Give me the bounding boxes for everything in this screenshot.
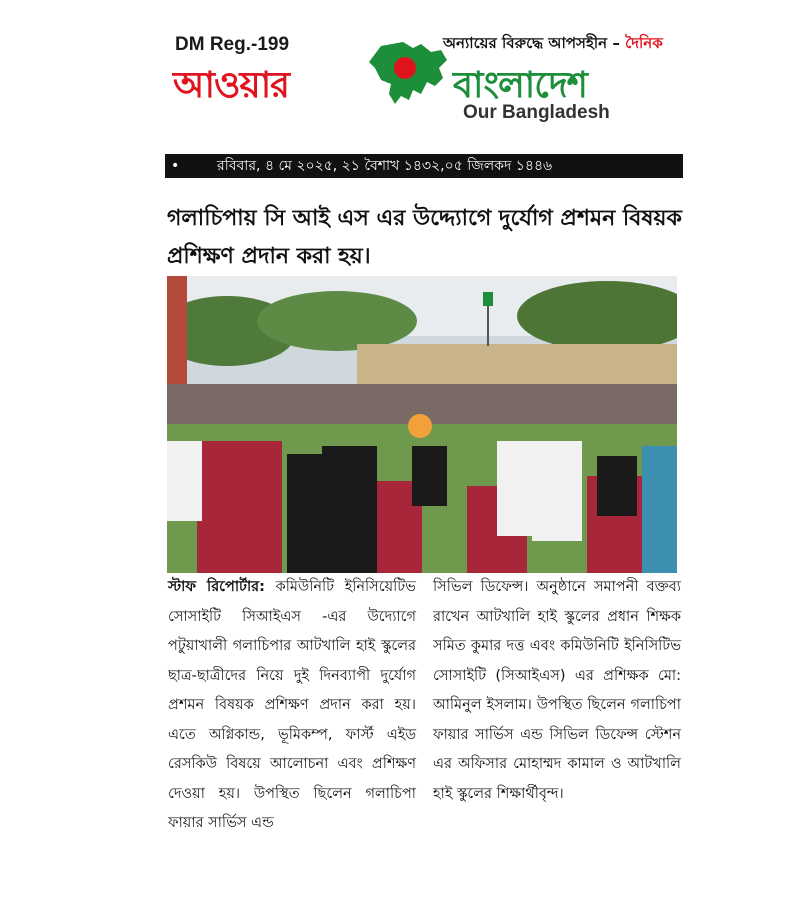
tagline <box>443 32 663 57</box>
newspaper-name-english: Our Bangladesh <box>463 102 610 123</box>
daily-label: দৈনিক <box>625 34 663 52</box>
masthead <box>165 22 685 132</box>
bangladesh-map-logo <box>361 38 451 108</box>
date-text: রবিবার, ৪ মে ২০২৫, ২১ বৈশাখ ১৪৩২,০৫ জিলকদ ১৪৪৬ <box>217 158 553 174</box>
article-column-1 <box>168 573 416 839</box>
column-1-text: কমিউনিটি ইনিসিয়েটিভ সোসাইটি সিআইএস -এর উদ্যোগে পটুয়াখালী গলাচিপার আটখালি হাই স্কুলের ছাত্র-ছাত্রীদের নিয়ে দুই দিনব্যাপী দুর্যোগ প্রশমন বিষয়ক প্রশিক্ষণ প্রদান করা হয়। এতে অগ্নিকান্ড, ভূমিকম্প, ফার্স্ট এইড রেসকিউ বিষয়ে আলোচনা এবং প্রশিক্ষণ দেওয়া হয়। উপস্থিত ছিলেন গলাচিপা ফায়ার সার্ভিস এন্ড <box>168 579 416 831</box>
bullet-icon: • <box>171 158 180 174</box>
registration-number: DM Reg.-199 <box>175 34 290 55</box>
date-bar <box>165 154 683 178</box>
article-headline: গলাচিপায় সি আই এস এর উদ্দ্যোগে দুর্যোগ প্রশমন বিষয়ক প্রশিক্ষণ প্রদান করা হয়। <box>167 206 682 269</box>
newspaper-name-left: আওয়ার <box>173 65 289 106</box>
newspaper-name-right: বাংলাদেশ <box>453 65 587 106</box>
article-column-2: সিভিল ডিফেন্স। অনুষ্ঠানে সমাপনী বক্তব্য রাখেন আটখালি হাই স্কুলের প্রধান শিক্ষক সমিত কুমার দত্ত এবং কমিউনিটি ইনিসিটিভ সোসাইটি (সিআইএস) এর প্রশিক্ষক মো: আমিনুল ইসলাম। উপস্থিত ছিলেন গলাচিপা ফায়ার সার্ভিস এন্ড সিভিল ডিফেন্স স্টেশন এর অফিসার মোহাম্মদ কামাল ও আটখালি হাই স্কুলের শিক্ষার্থীবৃন্দ। <box>433 579 681 802</box>
tagline-text: অন্যায়ের বিরুদ্ধে আপসহীন – <box>443 34 620 52</box>
byline: স্টাফ রিপোর্টার: <box>168 579 265 595</box>
article-photo <box>167 276 677 573</box>
